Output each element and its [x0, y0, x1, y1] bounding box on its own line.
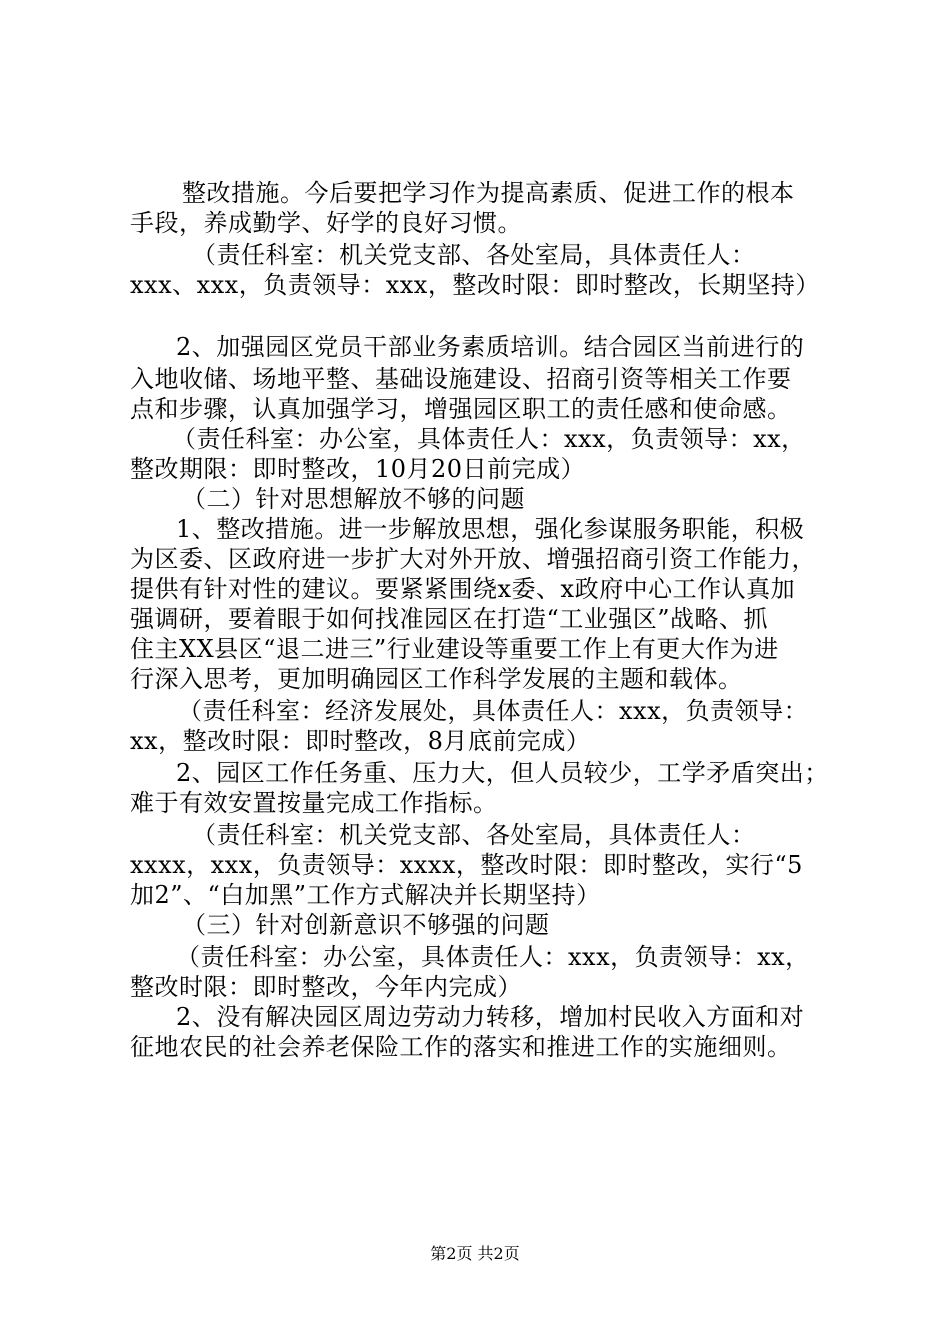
paragraph-line: （责任科室：办公室，具体责任人：xxx，负责领导：xx， — [172, 425, 806, 453]
paragraph-line: 1、整改措施。进一步解放思想，强化参谋服务职能，积极 — [176, 515, 805, 543]
page-footer: 第2页 共2页 — [430, 1244, 520, 1263]
paragraph-line: xxxx，xxx，负责领导：xxxx，整改时限：即时整改，实行“5 — [130, 851, 803, 879]
paragraph-line: 整改措施。今后要把学习作为提高素质、促进工作的根本 — [182, 179, 795, 207]
paragraph-line: 提供有针对性的建议。要紧紧围绕x委、x政府中心工作认真加 — [130, 575, 796, 603]
paragraph-line: 2、加强园区党员干部业务素质培训。结合园区当前进行的 — [176, 333, 805, 361]
paragraph-line: 强调研，要着眼于如何找准园区在打造“工业强区”战略、抓 — [130, 605, 769, 633]
paragraph-line: （责任科室：办公室，具体责任人：xxx，负责领导：xx， — [176, 943, 810, 971]
paragraph-line: 点和步骤，认真加强学习，增强园区职工的责任感和使命感。 — [130, 395, 792, 423]
paragraph-line: 2、没有解决园区周边劳动力转移，增加村民收入方面和对 — [176, 1003, 805, 1031]
paragraph-line: xxx、xxx，负责领导：xxx，整改时限：即时整改，长期坚持） — [130, 271, 820, 299]
section-heading: （三）针对创新意识不够强的问题 — [182, 911, 550, 939]
paragraph-line: （责任科室：机关党支部、各处室局，具体责任人： — [192, 821, 756, 849]
paragraph-line: 征地农民的社会养老保险工作的落实和推进工作的实施细则。 — [130, 1033, 792, 1061]
paragraph-line: （责任科室：机关党支部、各处室局，具体责任人： — [192, 241, 756, 269]
paragraph-line: 行深入思考，更加明确园区工作科学发展的主题和载体。 — [130, 665, 743, 693]
paragraph-line: 整改期限：即时整改，10月20日前完成） — [130, 455, 586, 483]
paragraph-line: 2、园区工作任务重、压力大，但人员较少，工学矛盾突出； — [176, 759, 829, 787]
paragraph-line: 加2”、“白加黑”工作方式解决并长期坚持） — [130, 881, 601, 909]
paragraph-line: 入地收储、场地平整、基础设施建设、招商引资等相关工作要 — [130, 365, 792, 393]
paragraph-line: 为区委、区政府进一步扩大对外开放、增强招商引资工作能力， — [130, 545, 816, 573]
section-heading: （二）针对思想解放不够的问题 — [182, 485, 525, 513]
paragraph-line: 难于有效安置按量完成工作指标。 — [130, 789, 498, 817]
paragraph-line: （责任科室：经济发展处，具体责任人：xxx，负责领导： — [178, 697, 809, 725]
paragraph-line: xx，整改时限：即时整改，8月底前完成） — [130, 727, 591, 755]
paragraph-line: 手段，养成勤学、好学的良好习惯。 — [130, 209, 522, 237]
paragraph-line: 整改时限：即时整改，今年内完成） — [130, 973, 522, 1001]
paragraph-line: 住主XX县区“退二进三”行业建设等重要工作上有更大作为进 — [130, 635, 779, 663]
